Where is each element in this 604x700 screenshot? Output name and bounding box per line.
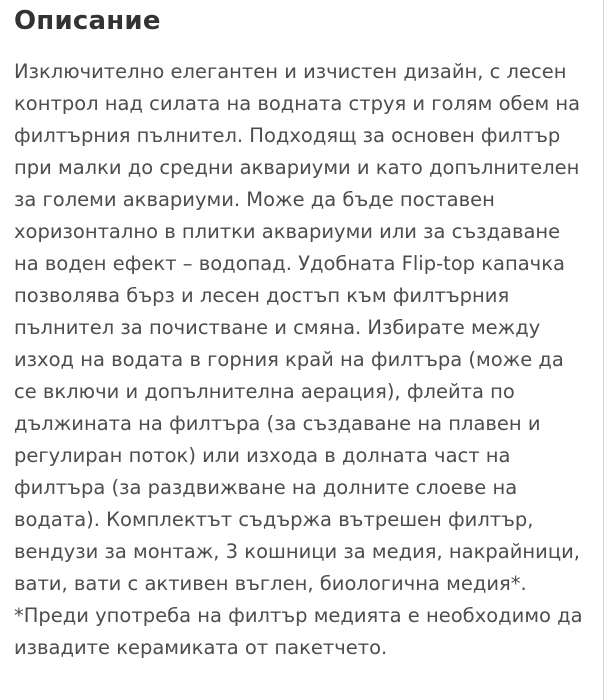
description-text: Изключително елегантен и изчистен дизайн, с лесен контрол над силата на водната струя и голям обем на филтърния пълнител. Подходящ за основен филтър при малки до средни аквариуми и като допълнителен за големи аквариуми. Може да бъде поставен хоризонтално в плитки аквариуми или за създаване на воден ефект – водопад. Удобната Flip-top капачка позволява бърз и лесен достъп към филтърния пълнител за почистване и смяна. Избирате между изход на водата в горния край на филтъра (може да се включи и допълнителна аерация), флейта по дължината на филтъра (за създаване на плавен и регулиран поток) или изхода в долната част на филтъра (за раздвижване на долните слоеве на водата). Комплектът съдържа вътрешен филтър, вендузи за монтаж, 3 кошници за медия, накрайници, вати, вати с активен въглен, биологична медия*. *Преди употреба на филтър медията е необходимо да извадите керамиката от пакетчето. (14, 60, 583, 659)
section-title: Описание (14, 6, 161, 36)
